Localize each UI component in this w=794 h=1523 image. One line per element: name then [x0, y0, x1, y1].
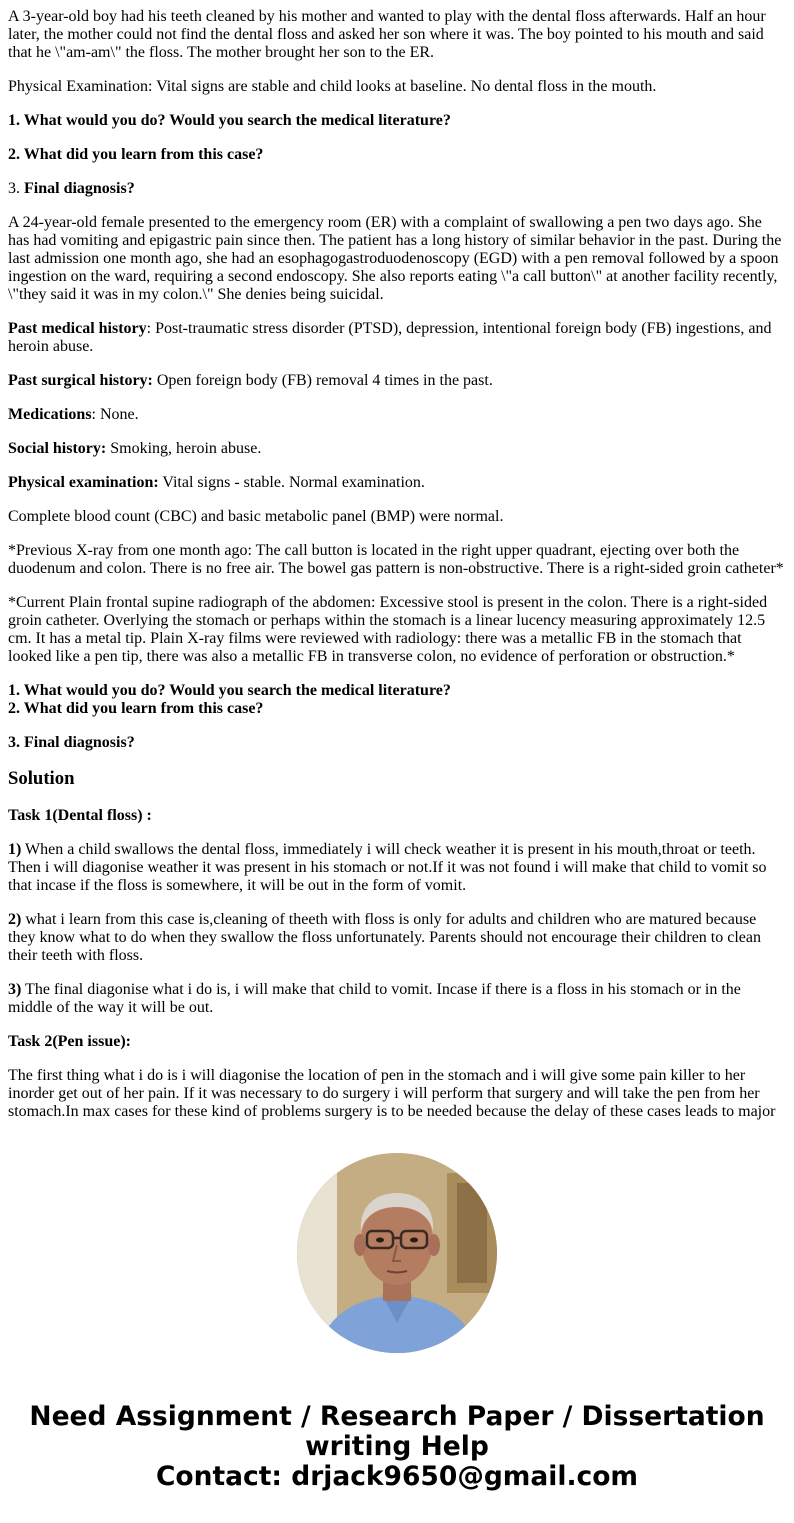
- case2-question-3: 3. Final diagnosis?: [8, 734, 135, 751]
- article-body: [8, 8, 786, 1123]
- promo-line-2: writing Help: [305, 1431, 489, 1462]
- case2-medications: Medications: None.: [8, 406, 139, 423]
- task1-heading: Task 1(Dental floss) :: [8, 807, 152, 824]
- case1-question-3: 3. Final diagnosis?: [8, 180, 135, 197]
- case2-current-xray: *Current Plain frontal supine radiograph of the abdomen: Excessive stool is present in the colon. There is a right-sided groin catheter. Overlying the stomach or perhaps within the stomach is a linear lucency measuring approximately 12.5 cm. It has a metal tip. Plain X-ray films were reviewed with radiology: there was a metallic FB in the stomach that looked like a pen tip, there was also a metallic FB in transverse colon, no evidence of perforation or obstruction.*: [8, 594, 768, 665]
- case2-question-2: 2. What did you learn from this case?: [8, 700, 264, 717]
- case2-intro: A 24-year-old female presented to the emergency room (ER) with a complaint of swallowing a pen two days ago. She has had vomiting and epigastric pain since then. The patient has a long history of similar behavior in the past. During the last admission one month ago, she had an esophagogastroduodenoscopy (EGD) with a pen removal followed by a spoon ingestion on the ward, requiring a second endoscopy. She also reports eating \"a call button\" at another facility recently, \"they said it was in my colon.\" She denies being suicidal.: [8, 214, 782, 303]
- author-photo-icon: [297, 1153, 497, 1353]
- promo-banner: [0, 1402, 794, 1492]
- case2-question-1: 1. What would you do? Would you search the medical literature?: [8, 682, 451, 699]
- promo-contact[interactable]: Contact: drjack9650@gmail.com: [155, 1461, 639, 1492]
- case2-past-medical-history: Past medical history: Post-traumatic stress disorder (PTSD), depression, intentional foreign body (FB) ingestions, and heroin abuse.: [8, 320, 772, 355]
- task1-answer-1: 1) When a child swallows the dental floss, immediately i will check weather it is present in his mouth,throat or teeth. Then i will diagonise weather it was present in his stomach or not.If it was not found i will make that child to vomit so that incase if the floss is somewhere, it will be out in the form of vomit.: [8, 841, 767, 894]
- task1-answer-3: 3) The final diagonise what i do is, i will make that child to vomit. Incase if there is a floss in his stomach or in the middle of the way it will be out.: [8, 981, 741, 1016]
- case2-social-history: Social history: Smoking, heroin abuse.: [8, 440, 262, 457]
- case2-past-surgical-history: Past surgical history: Open foreign body (FB) removal 4 times in the past.: [8, 372, 493, 389]
- task2-answer: The first thing what i do is i will diagonise the location of pen in the stomach and i will give some pain killer to her inorder get out of her pain. If it was necessary to do surgery i will perform that surgery and will take the pen from her stomach.In max cases for these kind of problems surgery is to be needed because the delay of these cases leads to major: [8, 1067, 776, 1120]
- solution-heading: Solution: [8, 768, 75, 789]
- case1-question-2: 2. What did you learn from this case?: [8, 146, 264, 163]
- task1-answer-2: 2) what i learn from this case is,cleaning of theeth with floss is only for adults and children who are matured because they know what to do when they swallow the floss unfortunately. Parents should not encourage their children to clean their teeth with floss.: [8, 911, 761, 964]
- author-photo: [297, 1153, 497, 1353]
- case1-question-1: 1. What would you do? Would you search the medical literature?: [8, 112, 451, 129]
- promo-line-1: Need Assignment / Research Paper / Dissertation: [29, 1401, 765, 1432]
- case2-physical-exam: Physical examination: Vital signs - stable. Normal examination.: [8, 474, 425, 491]
- case2-previous-xray: *Previous X-ray from one month ago: The call button is located in the right upper quadrant, ejecting over both the duodenum and colon. There is no free air. The bowel gas pattern is non-obstructive. There is a right-sided groin catheter*: [8, 542, 784, 577]
- case1-intro: A 3-year-old boy had his teeth cleaned by his mother and wanted to play with the dental floss afterwards. Half an hour later, the mother could not find the dental floss and asked her son where it was. The boy pointed to his mouth and said that he \"am-am\" the floss. The mother brought her son to the ER.: [8, 8, 766, 61]
- task2-heading: Task 2(Pen issue):: [8, 1033, 131, 1050]
- case1-exam: Physical Examination: Vital signs are stable and child looks at baseline. No dental floss in the mouth.: [8, 78, 657, 95]
- case2-labs: Complete blood count (CBC) and basic metabolic panel (BMP) were normal.: [8, 508, 504, 525]
